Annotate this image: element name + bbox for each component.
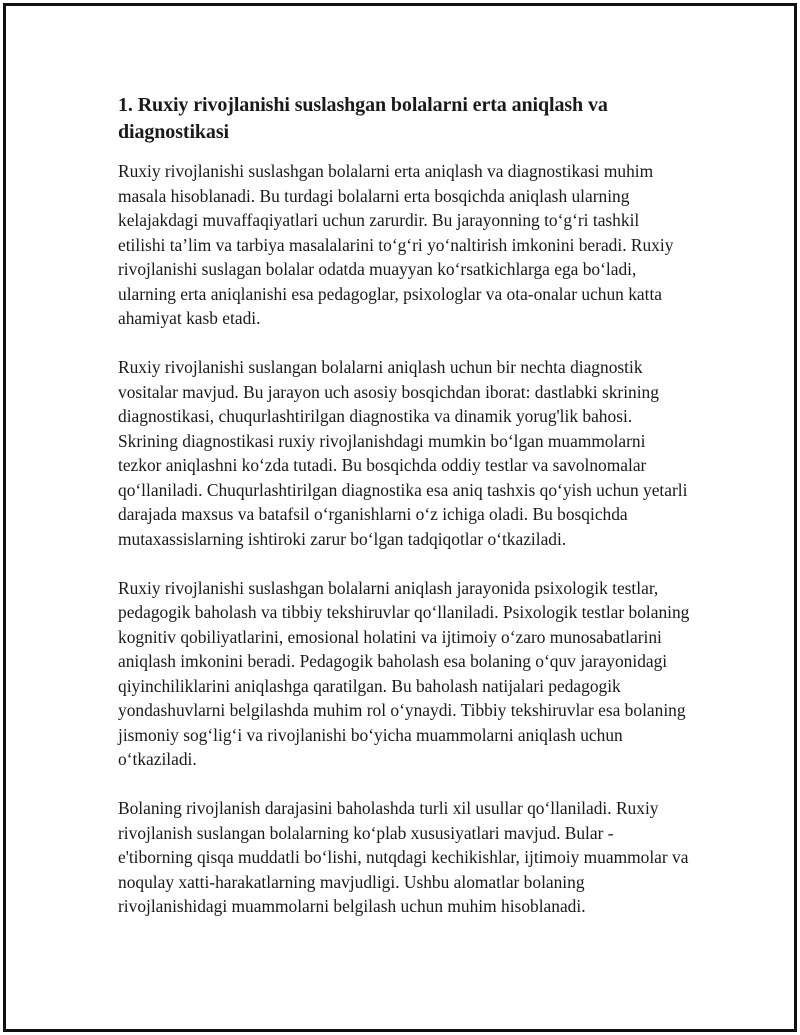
paragraph-4: Bolaning rivojlanish darajasini baholashda turli xil usullar qo‘llaniladi. Ruxiy rivojlanish suslangan bolalarning ko‘plab xususiyatlari mavjud. Bular - e'tiborning qisqa muddatli bo‘lishi, nutqdagi kechikishlar, ijtimoiy muammolar va noqulay xatti-harakatlarning mavjudligi. Ushbu alomatlar bolaning rivojlanishidagi muammolarni belgilash uchun muhim hisoblanadi. xyxy=(118,798,689,916)
paragraph-3: Ruxiy rivojlanishi suslashgan bolalarni aniqlash jarayonida psixologik testlar, pedagogik baholash va tibbiy tekshiruvlar qo‘llaniladi. Psixologik testlar bolaning kognitiv qobiliyatlarini, emosional holatini va ijtimoiy o‘zaro munosabatlarini aniqlash imkonini beradi. Pedagogik baholash esa bolaning o‘quv jarayonidagi qiyinchiliklarini aniqlashga qaratilgan. Bu baholash natijalari pedagogik yondashuvlarni belgilashda muhim rol o‘ynaydi. Tibbiy tekshiruvlar esa bolaning jismoniy sog‘lig‘i va rivojlanishi bo‘yicha muammolarni aniqlash uchun o‘tkaziladi. xyxy=(118,577,690,769)
document-body xyxy=(118,92,690,943)
paragraph-1: Ruxiy rivojlanishi suslashgan bolalarni erta aniqlash va diagnostikasi muhim masala hisoblanadi. Bu turdagi bolalarni erta bosqichda aniqlash ularning kelajakdagi muvaffaqiyatlari uchun zarurdir. Bu jarayonning to‘g‘ri tashkil etilishi ta’lim va tarbiya masalalarini to‘g‘ri yo‘naltirish imkonini beradi. Ruxiy rivojlanishi suslagan bolalar odatda muayyan ko‘rsatkichlarga ega bo‘ladi, ularning erta aniqlanishi esa pedagoglar, psixologlar va ota-onalar uchun katta ahamiyat kasb etadi. xyxy=(118,161,674,328)
section-heading: 1. Ruxiy rivojlanishi suslashgan bolalarni erta aniqlash va diagnostikasi xyxy=(118,94,608,143)
paragraph-2: Ruxiy rivojlanishi suslangan bolalarni aniqlash uchun bir nechta diagnostik vositalar mavjud. Bu jarayon uch asosiy bosqichdan iborat: dastlabki skrining diagnostikasi, chuqurlashtirilgan diagnostika va dinamik yorug'lik bahosi. Skrining diagnostikasi ruxiy rivojlanishdagi mumkin bo‘lgan muammolarni tezkor aniqlashni ko‘zda tutadi. Bu bosqichda oddiy testlar va savolnomalar qo‘llaniladi. Chuqurlashtirilgan diagnostika esa aniq tashxis qo‘yish uchun yetarli darajada maxsus va batafsil o‘rganishlarni o‘z ichiga oladi. Bu bosqichda mutaxassislarning ishtiroki zarur bo‘lgan tadqiqotlar o‘tkaziladi. xyxy=(118,357,688,549)
